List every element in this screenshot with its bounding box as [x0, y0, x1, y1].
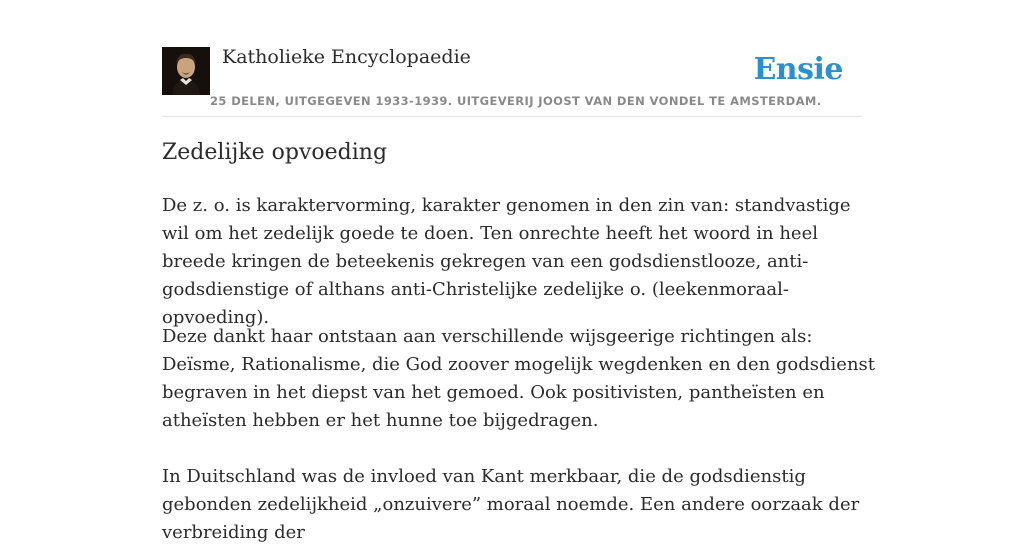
entry-paragraph: Deze dankt haar ontstaan aan verschillende wijsgeerige richtingen als: Deïsme, Rationalisme, die God zoover mogelijk wegdenken en den godsdienst begraven in het diepst van het gemoed. Ook positivisten, pantheïsten en atheïsten hebben er het hunne toe bijgedragen. [162, 326, 876, 431]
portrait-avatar-icon [162, 47, 210, 95]
article-page [162, 0, 876, 543]
ensie-logo[interactable]: Ensie [753, 52, 843, 87]
source-avatar[interactable] [162, 47, 210, 95]
entry-title: Zedelijke opvoeding [162, 140, 388, 165]
source-header [162, 0, 862, 117]
entry-paragraph: In Duitschland was de invloed van Kant merkbaar, die de godsdienstig gebonden zedelijkheid „onzuivere” moraal noemde. Een andere oorzaak der verbreiding der [162, 466, 860, 543]
entry-paragraph: De z. o. is karaktervorming, karakter genomen in den zin van: standvastige wil om het zedelijk goede te doen. Ten onrechte heeft het woord in heel breede kringen de beteekenis gekregen van een godsdienstlooze, anti-godsdienstige of althans anti-Christelijke zedelijke o. (leekenmoraal-opvoeding). [162, 195, 851, 328]
source-subtitle: 25 DELEN, UITGEGEVEN 1933-1939. UITGEVERIJ JOOST VAN DEN VONDEL TE AMSTERDAM. [210, 94, 822, 108]
source-title[interactable]: Katholieke Encyclopaedie [222, 46, 471, 68]
